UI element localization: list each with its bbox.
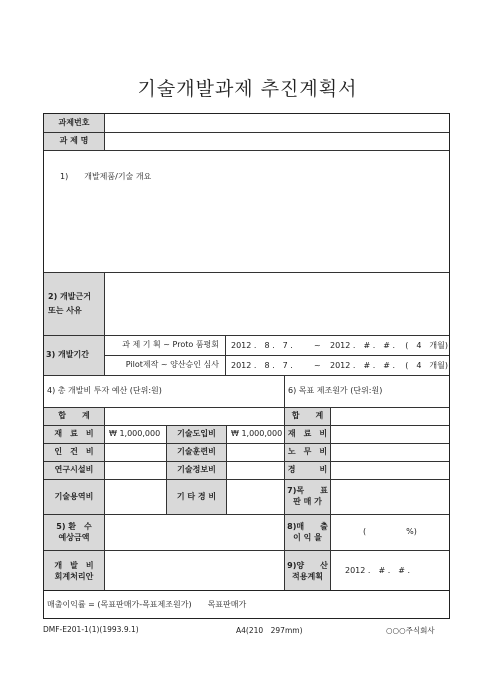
investment-total-label: 합 계 [44,407,104,425]
project-number-field[interactable] [104,114,450,132]
mfg-expense-label: 경 비 [284,461,330,479]
labor-cost-value[interactable] [104,443,166,461]
investment-section-label: 4) 총 개발비 투자 예산 (단위:원) [44,375,284,407]
paper-size: A4(210 297mm) [236,626,303,635]
target-price-value[interactable] [330,479,450,514]
mass-production-plan-label: 9)양 산 적용계획 [284,550,330,591]
cost-section-label: 6) 목표 제조원가 (단위:원) [284,375,450,407]
period-start-2: 2012 . 8 . 7 . [231,361,293,370]
project-name-field[interactable] [104,132,450,150]
project-number-label: 과제번호 [44,114,104,132]
dev-cost-accounting-value[interactable] [104,550,284,591]
tech-training-cost-label: 기술훈련비 [166,443,226,461]
dev-cost-accounting-label: 개 발 비 회계처리안 [44,550,104,591]
mfg-material-cost-value[interactable] [330,425,450,443]
project-name-label: 과 제 명 [44,132,104,150]
overview-label: 1) 개발제품/기술 개요 [60,172,152,181]
profit-rate-formula: 매출이익률 = (목표판매가-목표제조원가) 목표판매가 [43,591,450,619]
overview-field[interactable] [44,150,450,272]
material-cost-label: 재 료 비 [44,425,104,443]
cost-total-label: 합 계 [284,407,330,425]
period-phase-2: Pilot제작 ~ 양산승인 심사 [104,355,225,375]
mfg-labor-cost-label: 노 무 비 [284,443,330,461]
mfg-labor-cost-value[interactable] [330,443,450,461]
tech-intro-cost-label: 기술도입비 [166,425,226,443]
period-tilde-1: ~ [314,341,321,350]
other-cost-value[interactable] [226,479,284,514]
period-duration-1: ( 4 개월) [405,341,448,350]
tech-service-cost-label: 기술용역비 [44,479,104,514]
tech-service-cost-value[interactable] [104,479,166,514]
tech-training-cost-value[interactable] [226,443,284,461]
tech-info-cost-value[interactable] [226,461,284,479]
form-code: DMF-E201-1(1)(1993.9.1) [43,625,139,634]
period-row-1[interactable] [225,335,450,355]
labor-cost-label: 인 건 비 [44,443,104,461]
mfg-expense-value[interactable] [330,461,450,479]
period-start-1: 2012 . 8 . 7 . [231,341,293,350]
investment-total-value[interactable] [104,407,284,425]
research-facility-cost-label: 연구시설비 [44,461,104,479]
period-label: 3) 개발기간 [44,335,104,375]
refund-estimate-label: 5) 환 수 예상금액 [44,514,104,550]
profit-rate-label: 8)매 출 이 익 율 [284,514,330,550]
cost-total-value[interactable] [330,407,450,425]
mfg-material-cost-label: 재 료 비 [284,425,330,443]
tech-intro-cost-value[interactable]: ₩ 1,000,000 [226,425,284,443]
mass-production-plan-value[interactable]: 2012 . # . # . [330,550,450,591]
period-end-1: 2012 . # . # . [330,341,396,350]
plan-form [43,113,450,591]
target-price-label: 7)목 표 판 매 가 [284,479,330,514]
basis-field[interactable] [104,272,450,335]
research-facility-cost-value[interactable] [104,461,166,479]
period-end-2: 2012 . # . # . [330,361,396,370]
refund-estimate-value[interactable] [104,514,284,550]
period-phase-1: 과 제 기 획 ~ Proto 품평회 [104,335,225,355]
material-cost-value[interactable]: ₩ 1,000,000 [104,425,166,443]
tech-info-cost-label: 기술정보비 [166,461,226,479]
period-row-2[interactable] [225,355,450,375]
page-title: 기술개발과제 추진계획서 [137,78,358,100]
basis-label: 2) 개발근거 또는 사유 [44,272,104,335]
company-name: ○○○주식회사 [386,626,435,635]
period-duration-2: ( 4 개월) [405,361,448,370]
period-tilde-2: ~ [314,361,321,370]
other-cost-label: 기 타 경 비 [166,479,226,514]
profit-rate-value[interactable]: ( %) [330,514,450,550]
